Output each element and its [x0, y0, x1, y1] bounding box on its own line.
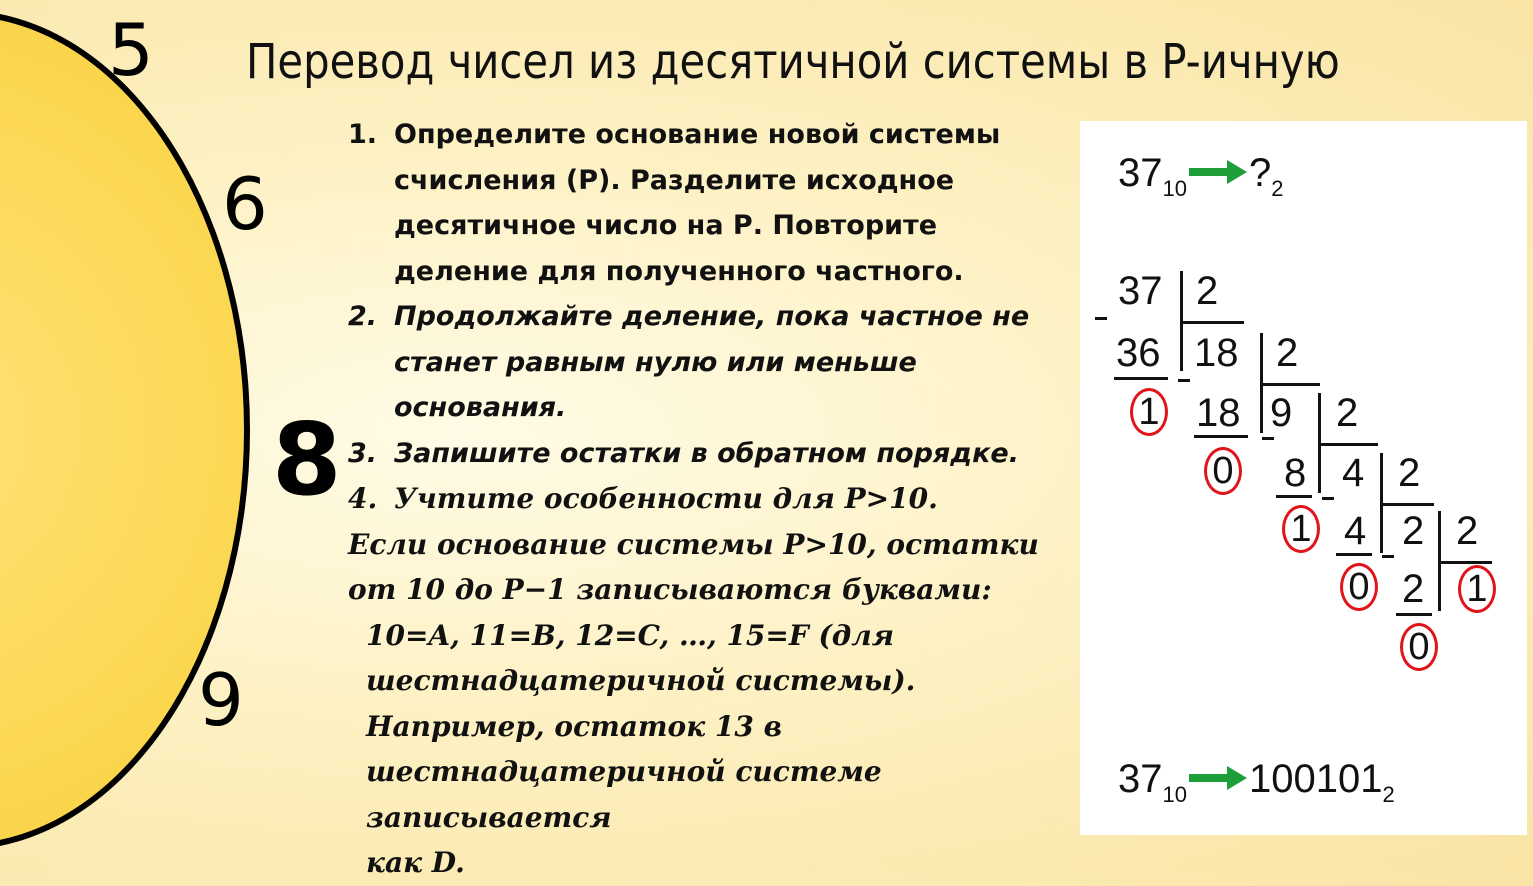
minus-sign	[1262, 437, 1274, 440]
example-panel	[1080, 121, 1527, 835]
divisor: 2	[1336, 391, 1359, 435]
product-2: 2	[1402, 567, 1425, 611]
subtraction-line	[1194, 435, 1248, 438]
rule-index: 4.	[348, 482, 378, 515]
quotient-line	[1380, 503, 1434, 506]
dividend-37: 37	[1118, 269, 1163, 313]
rule-index: 3.	[348, 437, 378, 469]
quotient-line	[1438, 561, 1492, 564]
remainder-circle: 0	[1400, 623, 1438, 671]
subtraction-line	[1114, 377, 1168, 380]
divisor: 2	[1398, 451, 1421, 495]
green-arrow-icon	[1189, 160, 1247, 184]
note-line-6: шестнадцатеричной системе записывается	[366, 755, 882, 834]
slide-title: Перевод чисел из десятичной системы в P-ичную	[246, 34, 1340, 90]
answer-number: 37	[1118, 757, 1163, 801]
subtraction-line	[1336, 553, 1372, 556]
answer-to-base: 2	[1382, 782, 1395, 807]
rule-text: Запишите остатки в обратном порядке.	[394, 437, 1019, 469]
divisor: 2	[1456, 509, 1479, 553]
product-8: 8	[1284, 451, 1307, 495]
quotient-line	[1318, 443, 1378, 446]
product-36: 36	[1116, 331, 1161, 375]
side-number-5: 5	[108, 8, 154, 92]
minus-sign	[1382, 555, 1394, 558]
product-4: 4	[1344, 509, 1367, 553]
quotient-line	[1260, 383, 1320, 386]
answer-result: 100101	[1248, 757, 1383, 801]
minus-sign	[1178, 379, 1190, 382]
quotient-9: 9	[1270, 391, 1293, 435]
quotient-2: 2	[1402, 509, 1425, 553]
side-number-8: 8	[272, 401, 342, 518]
subtraction-line	[1396, 613, 1432, 616]
side-number-6: 6	[222, 162, 268, 246]
question-conversion	[1118, 151, 1283, 202]
answer-from-base: 10	[1162, 782, 1187, 807]
question-result: ?	[1248, 151, 1272, 195]
green-arrow-icon	[1189, 766, 1247, 790]
remainder-circle: 1	[1282, 505, 1320, 553]
subtraction-line	[1276, 495, 1312, 498]
minus-sign	[1095, 317, 1107, 320]
remainder-circle: 1	[1130, 388, 1168, 436]
quotient-18: 18	[1194, 331, 1239, 375]
side-number-9: 9	[198, 658, 244, 742]
quotient-line	[1180, 321, 1244, 324]
quotient-4: 4	[1342, 451, 1365, 495]
divisor: 2	[1196, 269, 1219, 313]
rule-text: Определите основание новой системы счисления (Р). Разделите исходное десятичное число на Р. Повторите деление для полученного частного.	[394, 119, 1001, 287]
remainder-circle: 1	[1458, 565, 1496, 613]
minus-sign	[1322, 497, 1334, 500]
question-to-base: 2	[1271, 176, 1284, 201]
remainder-circle: 0	[1204, 447, 1242, 495]
rule-text: Продолжайте деление, пока частное не станет равным нулю или меньше основания.	[394, 301, 1030, 423]
answer-conversion	[1118, 757, 1395, 808]
remainder-circle: 0	[1340, 563, 1378, 611]
note-line-1: Если основание системы Р>10, остатки	[348, 527, 1039, 561]
rule-text: Учтите особенности для Р>10.	[394, 482, 938, 515]
divisor: 2	[1276, 331, 1299, 375]
note-line-7: как D.	[366, 846, 465, 879]
note-line-4: шестнадцатеричной системы).	[366, 664, 916, 697]
product-18: 18	[1196, 391, 1241, 435]
note-line-2: от 10 до Р−1 записываются буквами:	[348, 573, 992, 606]
rule-index: 1.	[348, 119, 378, 150]
question-from-base: 10	[1162, 176, 1187, 201]
question-number: 37	[1118, 151, 1163, 195]
note-line-5: Например, остаток 13 в	[366, 709, 782, 743]
rule-index: 2.	[348, 301, 378, 332]
note-line-3: 10=A, 11=B, 12=C, …, 15=F (для	[366, 618, 894, 652]
